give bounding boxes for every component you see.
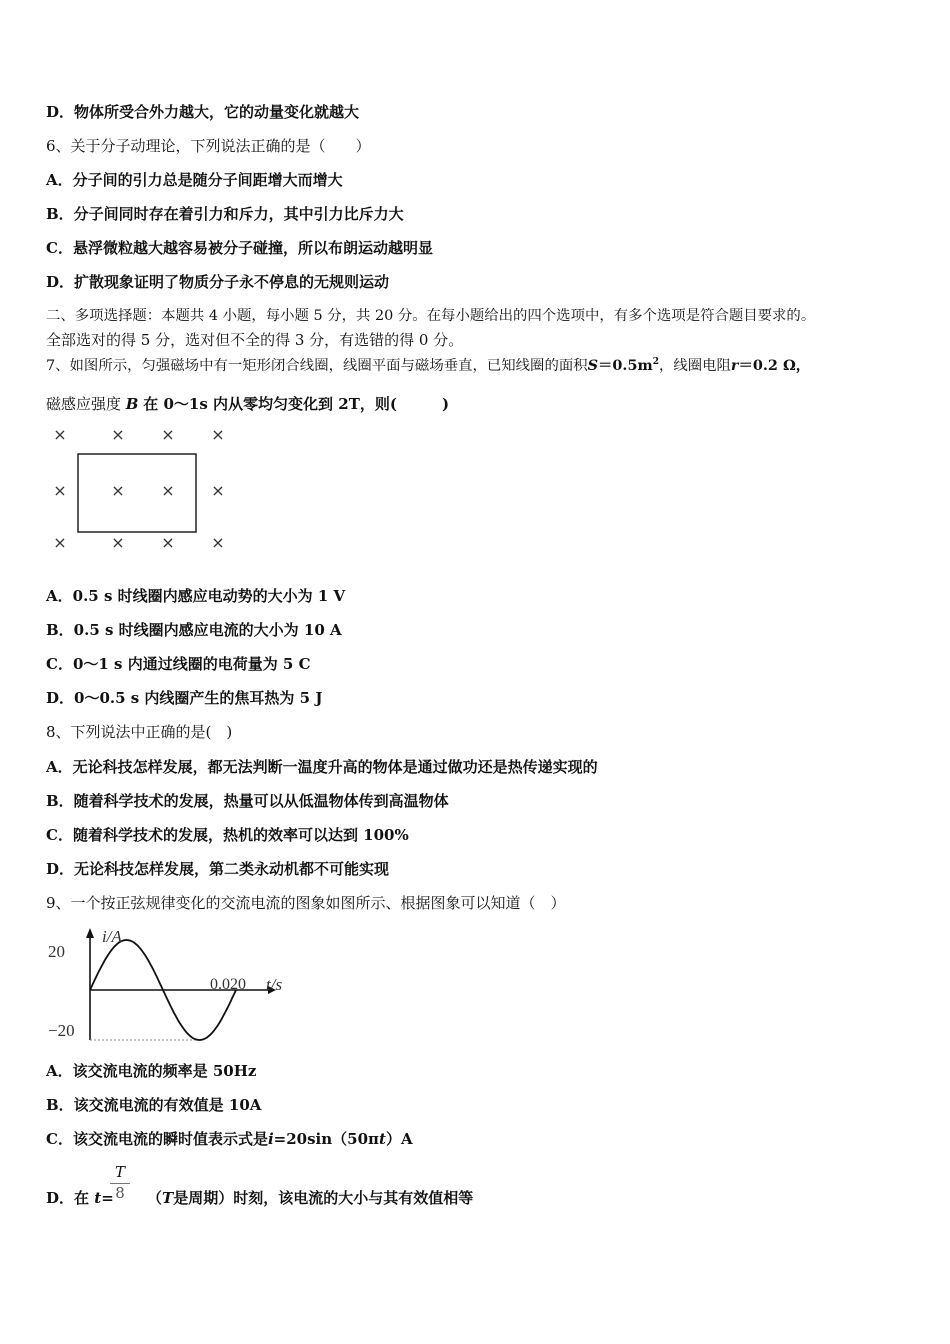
field-cross: × — [53, 425, 67, 444]
x-axis-label: t/s — [266, 975, 283, 994]
q9-option-d-text: 是周期）时刻，该电流的大小与其有效值相等 — [173, 1189, 474, 1207]
y-tick-bottom: −20 — [48, 1021, 75, 1040]
q9-option-c-unit: ）A — [385, 1130, 413, 1148]
q7-field-symbol: B — [125, 395, 139, 413]
q7-resistance-value: ＝0.2 Ω， — [738, 357, 811, 374]
magnetic-field-diagram — [46, 422, 246, 562]
q8-option-b: B．随着科学技术的发展，热量可以从低温物体传到高温物体 — [46, 792, 449, 810]
q7-stem-line1 — [46, 356, 810, 376]
q9-option-d-T: T — [162, 1189, 174, 1207]
q9-option-c-t: t — [379, 1130, 386, 1148]
coil-rectangle — [78, 454, 196, 532]
sine-current-graph — [40, 922, 300, 1047]
field-cross: × — [161, 481, 175, 500]
field-cross: × — [211, 533, 225, 552]
section2-line2: 全部选对的得 5 分，选对但不全的得 3 分，有选错的得 0 分。 — [46, 331, 464, 349]
field-cross: × — [161, 533, 175, 552]
q6-option-c: C．悬浮微粒越大越容易被分子碰撞，所以布朗运动越明显 — [46, 239, 433, 257]
q7-area-symbol: S — [587, 357, 599, 374]
q6-stem: 6、关于分子动理论，下列说法正确的是（ ） — [46, 137, 371, 155]
q7-field-change: 在 0～1s 内从零均匀变化到 2T，则( ) — [143, 395, 450, 413]
field-cross: × — [111, 425, 125, 444]
fraction-denominator: 8 — [115, 1184, 125, 1202]
q7-option-c: C．0～1 s 内通过线圈的电荷量为 5 C — [46, 655, 311, 673]
q8-option-d: D．无论科技怎样发展，第二类永动机都不可能实现 — [46, 860, 390, 878]
y-tick-top: 20 — [48, 942, 65, 961]
q7-option-d: D．0～0.5 s 内线圈产生的焦耳热为 5 J — [46, 689, 323, 707]
q9-option-c-i: i — [267, 1130, 274, 1148]
fraction-numerator: T — [114, 1163, 125, 1181]
field-cross: × — [111, 533, 125, 552]
y-axis-arrow — [86, 928, 94, 938]
q8-option-a: A．无论科技怎样发展，都无法判断一温度升高的物体是通过做功还是热传递实现的 — [46, 758, 598, 776]
field-cross: × — [53, 481, 67, 500]
field-cross: × — [211, 425, 225, 444]
q7-option-a: A．0.5 s 时线圈内感应电动势的大小为 1 V — [46, 587, 346, 605]
q9-option-d-t: t — [94, 1189, 102, 1207]
q5-option-d: D．物体所受合外力越大，它的动量变化就越大 — [46, 103, 360, 121]
q9-option-d — [46, 1188, 473, 1208]
q9-option-c-formula: =20sin（50π — [273, 1130, 380, 1148]
q9-option-b: B．该交流电流的有效值是 10A — [46, 1096, 262, 1114]
q9-option-c — [46, 1129, 413, 1149]
q9-option-a: A．该交流电流的频率是 50Hz — [46, 1062, 257, 1080]
q7-option-b: B．0.5 s 时线圈内感应电流的大小为 10 A — [46, 621, 342, 639]
q9-option-d-eq: = — [101, 1189, 114, 1207]
field-cross: × — [53, 533, 67, 552]
q6-option-b: B．分子间同时存在着引力和斥力，其中引力比斥力大 — [46, 205, 404, 223]
q7-mid-text: ，线圈电阻 — [658, 358, 731, 374]
x-tick-label: 0.020 — [210, 976, 246, 993]
section2-line1: 二、多项选择题：本题共 4 小题，每小题 5 分，共 20 分。在每小题给出的四个选项中，有多个选项是符合题目要求的。 — [46, 308, 816, 324]
q9-option-c-text: C．该交流电流的瞬时值表示式是 — [46, 1130, 268, 1148]
q7-resistance-symbol: r — [730, 357, 739, 374]
q7-area-exponent: 2 — [652, 357, 659, 368]
q7-area-value: ＝0.5m — [598, 357, 653, 374]
q9-option-d-prefix: D．在 — [46, 1189, 90, 1207]
q7-field-text: 磁感应强度 — [46, 395, 122, 413]
y-axis-label: i/A — [102, 927, 122, 946]
q6-option-a: A．分子间的引力总是随分子间距增大而增大 — [46, 171, 343, 189]
q9-option-d-paren: （ — [147, 1189, 163, 1207]
field-cross: × — [111, 481, 125, 500]
q8-option-c: C．随着科学技术的发展，热机的效率可以达到 100% — [46, 826, 409, 844]
q6-option-d: D．扩散现象证明了物质分子永不停息的无规则运动 — [46, 273, 390, 291]
field-cross: × — [211, 481, 225, 500]
q7-stem-text: 7、如图所示，匀强磁场中有一矩形闭合线圈，线圈平面与磁场垂直，已知线圈的面积 — [46, 358, 588, 374]
q8-stem: 8、下列说法中正确的是( ) — [46, 723, 233, 741]
q7-stem-line2 — [46, 394, 449, 414]
q9-stem: 9、一个按正弦规律变化的交流电流的图象如图所示、根据图象可以知道（ ） — [46, 894, 566, 912]
field-cross: × — [161, 425, 175, 444]
